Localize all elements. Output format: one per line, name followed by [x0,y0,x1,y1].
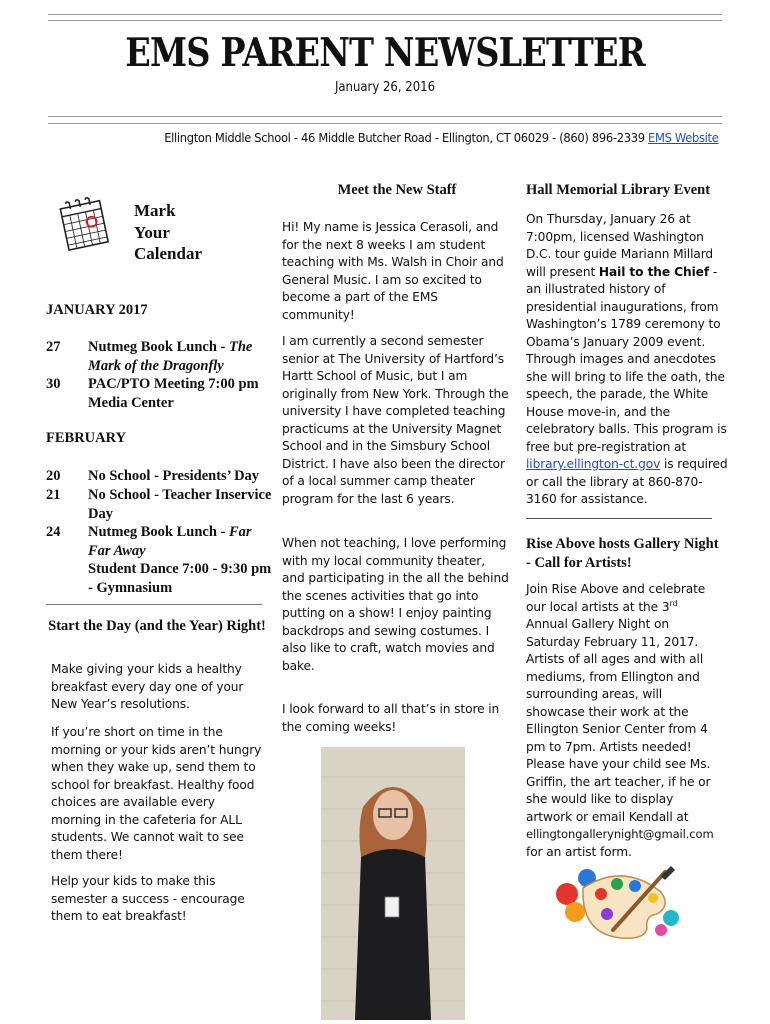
top-rule-inner [48,20,722,21]
new-staff-paragraph: Hi! My name is Jessica Cerasoli, and for the next 8 weeks I am student teaching with Ms. Walsh in Choir and General Music. I am so excited to become a part of the EMS community! [282,220,504,322]
month-heading-january: JANUARY 2017 [46,302,148,318]
section-divider [46,604,262,605]
new-staff-paragraph: I am currently a second semester senior at The University of Hartford’s Hartt School of Music, but I am originally from New York. Through the university I have completed teaching practicums at the University Magnet School and in the Simsbury School District. I have also been the director of a local summer camp theater program for the last 6 years. [282,334,509,506]
new-staff-paragraph: I look forward to all that’s in store in the coming weeks! [282,702,500,734]
gallery-night-paragraph: Join Rise Above and celebrate our local artists at the 3rd Annual Gallery Night on Saturday February 11, 2017. Artists of all ages and with all mediums, from Ellington and surrounding areas, will showcase their work at the Ellington Senior Center from 4 pm to 7pm. Artists needed! Please have your child see Ms. Griffin, the art teacher, if he or she would like to display artwork or email Kendall at ellingtongallerynight@gmail.com for an artist form. [526,582,714,859]
library-website-link[interactable]: library.ellington-ct.gov [526,457,661,471]
gallery-night-heading: Rise Above hosts Gallery Night - Call for Artists! [526,536,719,571]
newsletter-title: EMS PARENT NEWSLETTER [125,30,645,76]
section-divider [526,518,712,519]
calendar-icon [56,194,116,254]
school-address-line [164,130,718,145]
start-the-day-paragraph: If you’re short on time in the morning or your kids aren’t hungry when they wake up, send them to school for breakfast. Healthy food choices are available every morning in the cafeteria for ALL students. We cannot wait to see them there! [51,725,262,862]
header-rule [48,116,722,117]
gallery-email: ellingtongallerynight@gmail.com [526,827,714,841]
meet-the-new-staff-heading: Meet the New Staff [337,182,457,198]
staff-photo [321,747,465,1020]
art-palette-icon [553,864,683,940]
new-staff-paragraph: When not teaching, I love performing with my local community theater, and participating in the all the behind the scenes activities that go into putting on a show! I enjoy painting backdrops and sewing costumes. I also like to craft, watch movies and bake. [282,536,509,673]
library-event-paragraph: On Thursday, January 26 at 7:00pm, licensed Washington D.C. tour guide Mariann Millard will present Hail to the Chief - an illustrated history of presidential inaugurations, from Washington’s 1789 ceremony to Obama’s January 2009 event. Through images and anecdotes she will bring to life the oath, the speech, the parade, the White House move-in, and the celebratory balls. This program is free but pre-registration at library.ellington-ct.gov is required or call the library at 860-870-3160 for assistance. [526,212,728,506]
header-rule-inner [48,123,722,124]
newsletter-date: January 26, 2016 [334,80,436,95]
ems-website-link[interactable]: EMS Website [647,130,718,145]
library-event-heading: Hall Memorial Library Event [526,182,711,198]
start-the-day-heading: Start the Day (and the Year) Right! [48,618,266,634]
start-the-day-paragraph: Help your kids to make this semester a success - encourage them to eat breakfast! [51,874,245,923]
month-heading-february: FEBRUARY [46,430,127,446]
school-address: Ellington Middle School - 46 Middle Butcher Road - Ellington, CT 06029 - (860) 896-2339 [163,130,645,145]
mark-your-calendar-heading: Mark Your Calendar [134,201,202,263]
top-rule [48,14,722,15]
start-the-day-paragraph: Make giving your kids a healthy breakfast every day one of your New Year’s resolutions. [51,662,244,711]
